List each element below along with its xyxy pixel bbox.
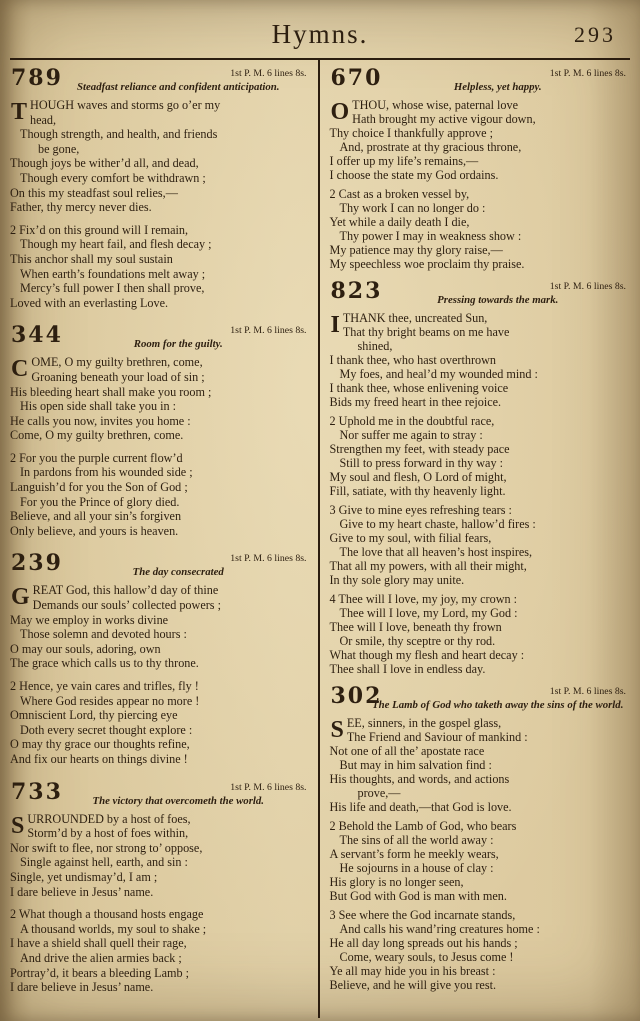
- page-number: 293: [574, 22, 616, 47]
- verse: [10, 355, 311, 443]
- hymn-header: [10, 67, 311, 95]
- drop-cap: I: [330, 312, 340, 338]
- verse-line: Only believe, and yours is heaven.: [10, 523, 179, 538]
- hymn-number: 823: [330, 278, 383, 304]
- verse-line: I offer up my life’s remains,—: [329, 154, 479, 168]
- verse-line: In pardons from his wounded side ;: [20, 465, 193, 480]
- verse-line: His glory is no longer seen,: [329, 875, 464, 889]
- verse: [10, 583, 311, 671]
- verse-line: And fix our hearts on things divine !: [10, 751, 188, 766]
- verse-line: Languish’d for you the Son of God ;: [10, 480, 188, 495]
- verse-line: Believe, and all your sin’s forgiven: [10, 509, 182, 524]
- verse-line: His life and death,—that God is love.: [329, 800, 512, 814]
- verse-line: O may our souls, adoring, own: [10, 641, 161, 656]
- verse: [330, 311, 631, 409]
- right-column: [320, 60, 631, 1018]
- drop-cap: G: [11, 584, 30, 611]
- verse-line: He sojourns in a house of clay :: [339, 861, 494, 875]
- hymn-header: [330, 67, 631, 95]
- verse-line: Still to press forward in thy way :: [339, 456, 503, 470]
- hymn-meter: 1st P. M. 6 lines 8s.: [230, 325, 307, 337]
- verse-line: Demands our souls’ collected powers ;: [32, 598, 221, 613]
- verse-line: Though joys be wither’d all, and dead,: [10, 156, 199, 171]
- verse-line: Or smile, thy sceptre or thy rod.: [339, 634, 496, 648]
- verse-line: Loved with an everlasting Love.: [10, 295, 169, 310]
- hymn-number: 239: [11, 550, 63, 577]
- verse-line: Single, yet undismay’d, I am ;: [10, 869, 158, 884]
- verse-line: 4 Thee will I love, my joy, my crown :: [329, 592, 518, 606]
- verse-line: Give to my heart chaste, hallow’d fires :: [339, 517, 536, 531]
- verse-line: Thee will I love, my Lord, my God :: [339, 606, 518, 620]
- verse-line: I dare believe in Jesus’ name.: [10, 884, 154, 899]
- hymn-meter: 1st P. M. 6 lines 8s.: [230, 553, 307, 565]
- verse-line: May we employ in works divine: [10, 612, 169, 627]
- verse-line: Though my heart fail, and flesh decay ;: [20, 237, 212, 252]
- verse: [330, 414, 631, 498]
- verse-line: My foes, and heal’d my wounded mind :: [339, 367, 538, 381]
- verse-line: Mercy’s full power I then shall prove,: [20, 281, 205, 296]
- verse-line: In thy sole glory may unite.: [329, 573, 465, 587]
- verse-line: When earth’s foundations melt away ;: [20, 266, 206, 281]
- verse-line: And drive the alien armies back ;: [20, 950, 182, 965]
- hymn-239: [10, 552, 311, 766]
- verse-line: He calls you now, invites you home :: [10, 413, 191, 428]
- verse-line: Bids my freed heart in thee rejoice.: [329, 395, 502, 409]
- verse-line: Fill, satiate, with thy heavenly light.: [329, 484, 506, 498]
- verse-line: The love that all heaven’s host inspires,: [339, 545, 533, 559]
- verse-line: EE, sinners, in the gospel glass,: [346, 716, 502, 730]
- hymn-344: [10, 324, 311, 538]
- verse-line: shined,: [357, 339, 393, 353]
- verse-line: Thee shall I love in endless day.: [329, 662, 486, 676]
- hymn-subtitle: Room for the guilty.: [133, 338, 223, 351]
- verse: [10, 98, 311, 215]
- hymn-meter: 1st P. M. 6 lines 8s.: [230, 68, 307, 79]
- verse-line: 3 See where the God incarnate stands,: [329, 908, 516, 922]
- verse-line: O may thy grace our thoughts refine,: [10, 737, 190, 752]
- drop-cap: C: [11, 356, 29, 383]
- verse-line: Hath brought my active vigour down,: [352, 112, 536, 126]
- verse: [330, 716, 631, 814]
- verse-line: head,: [30, 112, 57, 127]
- verse-line: Though every comfort be withdrawn ;: [20, 170, 206, 185]
- verse-line: OME, O my guilty brethren, come,: [31, 355, 203, 370]
- verse-line: be gone,: [38, 141, 80, 156]
- hymn-header: [10, 778, 311, 809]
- verse-line: The sins of all the world away :: [339, 833, 494, 847]
- verse: [330, 503, 631, 587]
- verse-line: His open side shall take you in :: [20, 399, 177, 414]
- verse-line: And calls his wand’ring creatures home :: [339, 922, 540, 936]
- page-title: Hymns.: [271, 19, 369, 49]
- verse-line: A servant’s form he meekly wears,: [329, 847, 499, 861]
- hymn-302: [330, 685, 631, 992]
- verse: [10, 679, 311, 767]
- verse-line: Strengthen my feet, with steady pace: [329, 442, 510, 456]
- verse-line: A thousand worlds, my soul to shake ;: [20, 921, 207, 936]
- verse-line: 2 Fix’d on this ground will I remain,: [10, 222, 189, 237]
- page-header: [10, 12, 630, 56]
- drop-cap: S: [330, 717, 344, 743]
- verse-line: Come, O my guilty brethren, come.: [10, 428, 184, 443]
- verse-line: Yet while a daily death I die,: [329, 215, 470, 229]
- hymn-header: [10, 324, 311, 352]
- hymn-header: [330, 685, 631, 713]
- drop-cap: T: [11, 99, 28, 125]
- hymn-subtitle: Pressing towards the mark.: [437, 294, 559, 306]
- verse-line: My patience may thy glory raise,—: [329, 243, 503, 257]
- verse-line: THANK thee, uncreated Sun,: [342, 311, 488, 325]
- verse-line: Where God resides appear no more !: [20, 693, 200, 708]
- left-column: [10, 60, 318, 1018]
- verse-line: Doth every secret thought explore :: [20, 722, 193, 737]
- verse-line: 2 What though a thousand hosts engage: [10, 907, 204, 922]
- verse-line: I dare believe in Jesus’ name.: [10, 980, 154, 995]
- verse-line: Single against hell, earth, and sin :: [20, 855, 188, 870]
- verse: [330, 98, 631, 182]
- hymn-number: 302: [330, 683, 383, 709]
- hymn-meter: 1st P. M. 6 lines 8s.: [549, 686, 626, 697]
- verse-line: Though strength, and health, and friends: [20, 127, 218, 142]
- verse: [10, 223, 311, 311]
- hymn-subtitle: The day consecrated: [132, 566, 224, 579]
- verse-line: And, prostrate at thy gracious throne,: [339, 140, 522, 154]
- drop-cap: S: [11, 812, 25, 839]
- verse-line: The Friend and Saviour of mankind :: [346, 730, 528, 744]
- hymn-subtitle: Helpless, yet happy.: [453, 81, 542, 93]
- verse-line: Thy work I can no longer do :: [339, 201, 486, 215]
- verse-line: This anchor shall my soul sustain: [10, 251, 173, 266]
- hymn-number: 670: [330, 65, 383, 91]
- verse: [330, 908, 631, 992]
- hymn-meter: 1st P. M. 6 lines 8s.: [549, 68, 626, 79]
- verse-line: 2 Uphold me in the doubtful race,: [329, 414, 495, 428]
- verse-line: But may in him salvation find :: [339, 758, 492, 772]
- verse-line: Portray’d, it bears a bleeding Lamb ;: [10, 965, 190, 980]
- verse-line: I thank thee, whose enlivening voice: [329, 381, 509, 395]
- verse-line: HOUGH waves and storms go o’er my: [30, 98, 221, 112]
- verse-line: 2 Behold the Lamb of God, who bears: [329, 819, 517, 833]
- hymn-number: 344: [11, 322, 63, 349]
- verse-line: 3 Give to mine eyes refreshing tears :: [329, 503, 512, 517]
- verse-line: 2 For you the purple current flow’d: [10, 450, 183, 465]
- verse: [10, 812, 311, 900]
- hymn-columns: [10, 60, 630, 1018]
- verse-line: My soul and flesh, O Lord of might,: [329, 470, 507, 484]
- verse-line: Thy power I may in weakness show :: [339, 229, 522, 243]
- verse: [330, 592, 631, 676]
- hymn-meter: 1st P. M. 6 lines 8s.: [230, 781, 307, 793]
- hymn-header: [330, 280, 631, 308]
- verse-line: I choose the state my God ordains.: [329, 168, 499, 182]
- verse-line: The grace which calls us to thy throne.: [10, 656, 199, 671]
- verse-line: THOU, whose wise, paternal love: [352, 98, 519, 112]
- verse-line: Give to my soul, with filial fears,: [329, 531, 492, 545]
- hymn-header: [10, 552, 311, 580]
- hymn-733: [10, 778, 311, 995]
- verse-line: Thy choice I thankfully approve ;: [329, 126, 493, 140]
- verse-line: Nor suffer me again to stray :: [339, 428, 483, 442]
- verse: [330, 819, 631, 903]
- verse: [10, 451, 311, 539]
- verse-line: That all my powers, with all their might,: [329, 559, 527, 573]
- verse-line: Come, weary souls, to Jesus come !: [339, 950, 514, 964]
- hymn-subtitle: Steadfast reliance and confident anticipation.: [77, 81, 280, 93]
- verse-line: REAT God, this hallow’d day of thine: [32, 583, 219, 598]
- hymn-number: 733: [11, 778, 63, 805]
- hymn-subtitle: The victory that overcometh the world.: [92, 794, 265, 807]
- verse-line: 2 Cast as a broken vessel by,: [329, 187, 470, 201]
- verse-line: Not one of all the’ apostate race: [329, 744, 485, 758]
- verse-line: URROUNDED by a host of foes,: [27, 811, 191, 826]
- verse-line: Omniscient Lord, thy piercing eye: [10, 708, 178, 723]
- verse-line: What though my flesh and heart decay :: [329, 648, 525, 662]
- verse-line: Father, thy mercy never dies.: [10, 200, 152, 215]
- verse-line: He all day long spreads out his hands ;: [329, 936, 518, 950]
- hymn-670: [330, 67, 631, 271]
- verse-line: Believe, and he will give you rest.: [329, 978, 497, 992]
- verse-line: That thy bright beams on me have: [342, 325, 510, 339]
- verse-line: I thank thee, who hast overthrown: [329, 353, 497, 367]
- verse-line: Those solemn and devoted hours :: [20, 627, 187, 642]
- verse-line: Storm’d by a host of foes within,: [27, 826, 189, 841]
- verse-line: prove,—: [357, 786, 401, 800]
- drop-cap: O: [330, 99, 350, 125]
- hymn-meter: 1st P. M. 6 lines 8s.: [549, 281, 626, 292]
- hymn-subtitle: The Lamb of God who taketh away the sins of the world.: [372, 699, 624, 711]
- verse-line: My speechless woe proclaim thy praise.: [329, 257, 525, 271]
- hymn-number: 789: [11, 65, 63, 91]
- verse-line: Ye all may hide you in his breast :: [329, 964, 496, 978]
- verse-line: 2 Hence, ye vain cares and trifles, fly !: [10, 679, 199, 693]
- hymn-789: [10, 67, 311, 310]
- verse-line: For you the Prince of glory died.: [20, 494, 180, 509]
- verse-line: His thoughts, and words, and actions: [329, 772, 510, 786]
- verse-line: Groaning beneath your load of sin ;: [31, 369, 205, 384]
- verse-line: Nor swift to flee, nor strong to’ oppose,: [10, 840, 203, 855]
- verse: [10, 907, 311, 995]
- verse: [330, 187, 631, 271]
- verse-line: His bleeding heart shall make you room ;: [10, 384, 212, 399]
- verse-line: But God with God is man with men.: [329, 889, 507, 903]
- verse-line: I have a shield shall quell their rage,: [10, 936, 187, 951]
- verse-line: On this my steadfast soul relies,—: [10, 185, 178, 200]
- hymn-823: [330, 280, 631, 676]
- verse-line: Thee will I love, beneath thy frown: [329, 620, 502, 634]
